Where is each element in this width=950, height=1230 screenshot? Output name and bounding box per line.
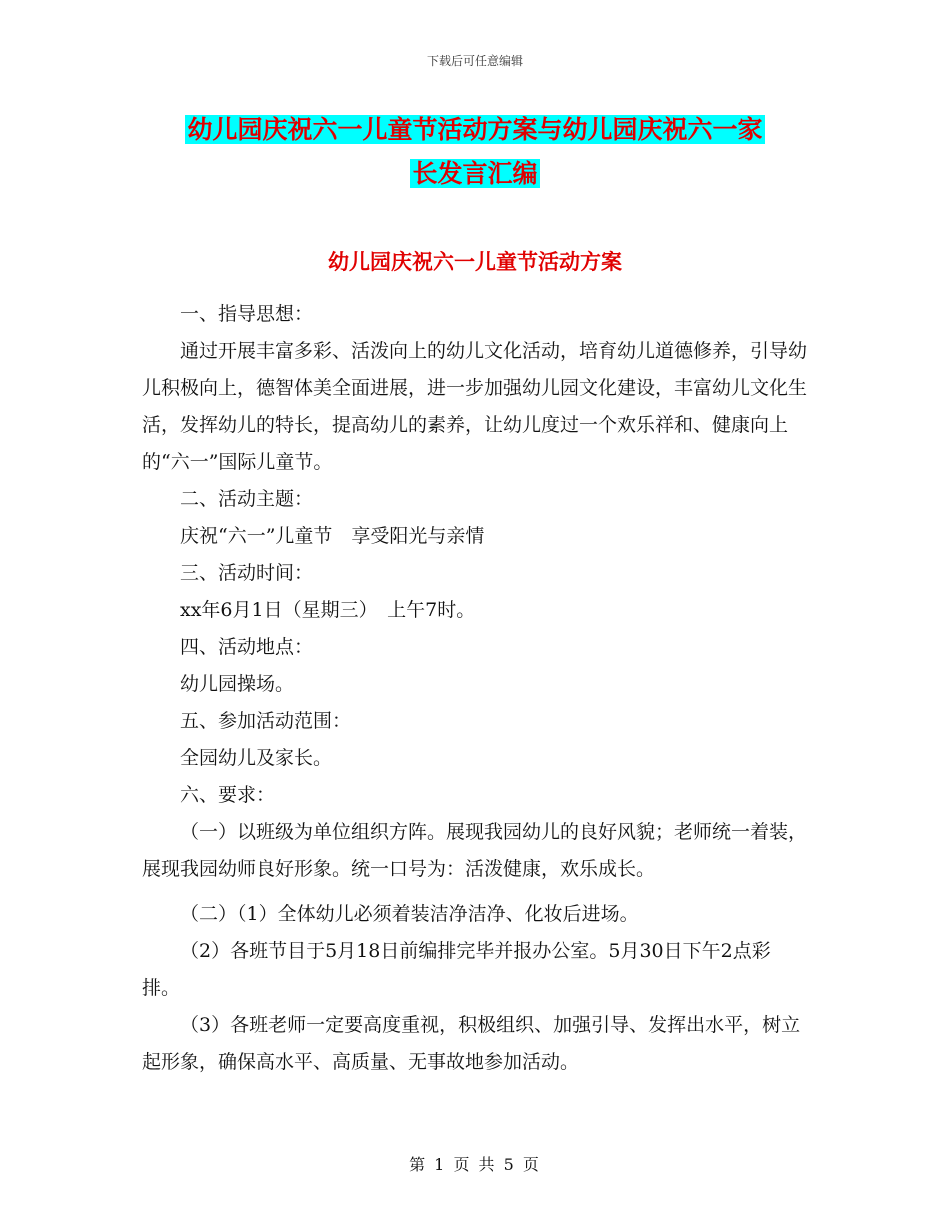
heading-theme: 二、活动主题： — [180, 488, 314, 510]
requirement-2: （二）（1）全体幼儿必须着装洁净洁净、化妆后进场。 — [180, 903, 639, 925]
heading-requirements: 六、要求： — [180, 784, 276, 806]
requirement-1: （一）以班级为单位组织方阵。展现我园幼儿的良好风貌；老师统一着装，展现我园幼师良好形象。统一口号为：活泼健康，欢乐成长。 — [142, 821, 808, 880]
requirement-3: （2）各班节目于5月18日前编排完毕并报办公室。5月30日下午2点彩排。 — [142, 940, 771, 999]
heading-location: 四、活动地点： — [180, 636, 314, 658]
paragraph-theme: 庆祝“六一”儿童节 享受阳光与亲情 — [180, 525, 485, 547]
heading-time: 三、活动时间： — [180, 562, 314, 584]
paragraph-location: 幼儿园操场。 — [180, 673, 295, 695]
title-highlight: 长发言汇编 — [412, 159, 538, 188]
section-title: 幼儿园庆祝六一儿童节活动方案 — [328, 249, 622, 274]
header-note: 下载后可任意编辑 — [426, 54, 523, 68]
requirement-4: （3）各班老师一定要高度重视，积极组织、加强引导、发挥出水平，树立起形象，确保高水平、高质量、无事故地参加活动。 — [142, 1014, 801, 1073]
document-title-line-2 — [0, 156, 950, 192]
document-body — [142, 296, 808, 1081]
paragraph-guiding-idea: 通过开展丰富多彩、活泼向上的幼儿文化活动，培育幼儿道德修养，引导幼儿积极向上，德智体美全面进展，进一步加强幼儿园文化建设，丰富幼儿文化生活，发挥幼儿的特长，提高幼儿的素养，让幼儿度过一个欢乐祥和、健康向上的“六一”国际儿童节。 — [142, 340, 808, 473]
page-footer: 第 1 页 共 5 页 — [409, 1155, 541, 1174]
paragraph-time: xx年6月1日（星期三） 上午7时。 — [180, 599, 476, 621]
paragraph-scope: 全园幼儿及家长。 — [180, 747, 333, 769]
document-title-line-1 — [0, 112, 950, 148]
title-highlight: 幼儿园庆祝六一儿童节活动方案与幼儿园庆祝六一家 — [187, 115, 763, 144]
heading-guiding-idea: 一、指导思想： — [180, 303, 314, 325]
heading-scope: 五、参加活动范围： — [180, 710, 352, 732]
